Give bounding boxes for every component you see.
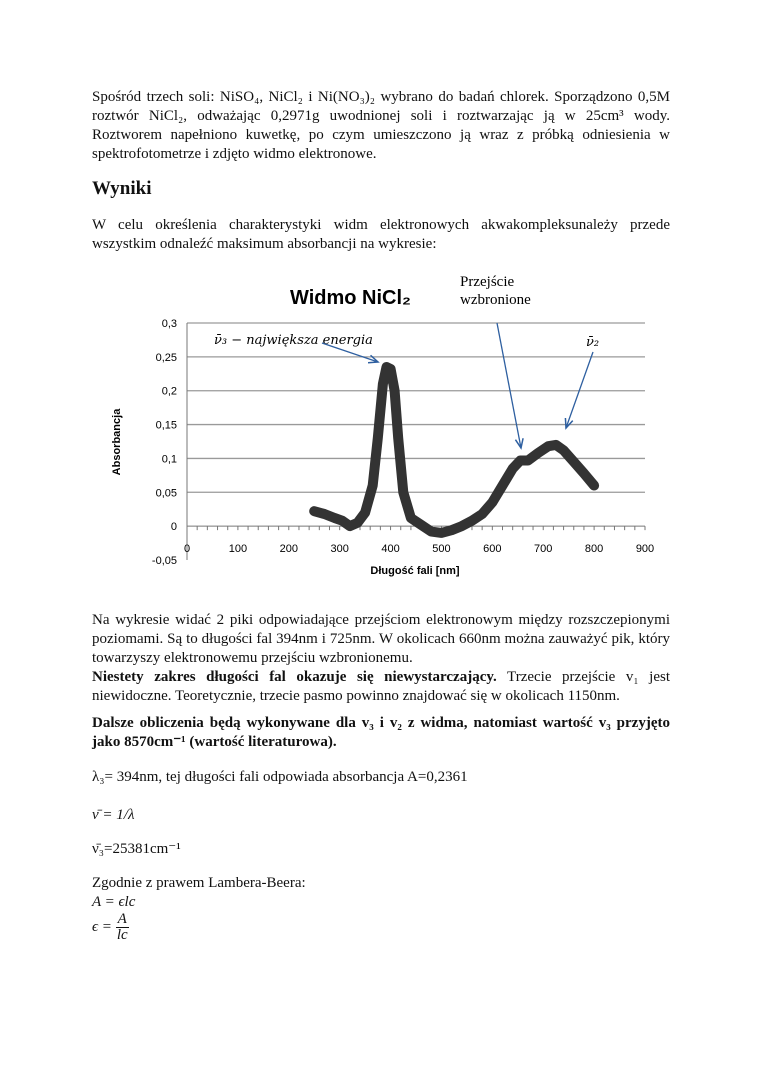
- y-tick-label: 0: [170, 521, 177, 534]
- x-tick-label: 500: [432, 543, 451, 556]
- spectrum-chart: [100, 270, 660, 580]
- y-tick-label: 0,1: [161, 453, 177, 466]
- x-tick-label: 300: [330, 543, 349, 556]
- y-tick-label: 0,2: [161, 385, 177, 398]
- formula-eps-fraction: [116, 912, 129, 943]
- warning-bold-text: Niestety zakres długości fal okazuje się niewystarczający.: [92, 669, 497, 685]
- nu3-value: ν̄₃=25381cm⁻¹: [92, 841, 181, 857]
- x-tick-label: 200: [279, 543, 298, 556]
- annotation-forbidden-1: Przejście: [460, 274, 515, 290]
- annotation-arrow: [497, 323, 521, 448]
- spectrum-line: [314, 367, 594, 533]
- peaks-paragraph: Na wykresie widać 2 piki odpowiadające przejściom elektronowym między rozszczepionymi poziomami. Są to długości fal 394nm i 725nm. W okolicach 660nm można zauważyć pik, który towarzyszy elektronowemu przejściu wzbronionemu.: [92, 612, 670, 666]
- y-tick-label: 0,05: [155, 487, 177, 500]
- annotation-forbidden-2: wzbronione: [460, 292, 531, 308]
- y-tick-label: 0,25: [155, 351, 177, 364]
- formula-wavenumber: ν̄ = 1/λ: [92, 807, 135, 823]
- y-tick-label: -0,05: [151, 555, 177, 567]
- y-tick-label: 0,3: [161, 318, 177, 330]
- fraction-numerator: A: [117, 911, 127, 927]
- annotation-nu3: ν̄₃ − największa energia: [214, 333, 373, 348]
- x-tick-label: 100: [228, 543, 248, 556]
- x-tick-label: 700: [534, 543, 553, 556]
- lambda-line: λ₃= 394nm, tej długości fali odpowiada absorbancja A=0,2361: [92, 769, 468, 785]
- calculation-note: Dalsze obliczenia będą wykonywane dla v₃ i v₂ z widma, natomiast wartość v₃ przyjęto jako 8570cm⁻¹ (wartość literaturowa).: [92, 715, 670, 750]
- intro-results-paragraph: W celu określenia charakterystyki widm elektronowych akwakompleksunależy przede wszystkim odnaleźć maksimum absorbancji na wykresie:: [92, 217, 670, 252]
- lambert-beer-label: Zgodnie z prawem Lambera-Beera:: [92, 875, 306, 891]
- x-tick-label: 600: [483, 543, 502, 556]
- chart-title: Widmo NiCl₂: [290, 287, 411, 309]
- x-tick-label: 400: [381, 543, 400, 556]
- warning-rest-text: Trzecie przejście v₁ jest niewidoczne. Teoretycznie, trzecie pasmo powinno znajdować się w okolicach 1150nm.: [92, 669, 670, 704]
- y-axis-label: Absorbancja: [111, 408, 123, 476]
- x-tick-label: 800: [584, 543, 604, 556]
- formula-eps-lhs: ϵ =: [92, 918, 116, 935]
- formula-absorbance: A = ϵlc: [92, 894, 136, 910]
- annotation-arrow: [566, 352, 593, 428]
- y-tick-label: 0,15: [155, 419, 177, 432]
- annotation-nu2: ν̄₂: [586, 335, 600, 350]
- intro-paragraph: Spośród trzech soli: NiSO₄, NiCl₂ i Ni(NO₃)₂ wybrano do badań chlorek. Sporządzono 0,5M roztwór NiCl₂, odważając 0,2971g uwodnionej soli i roztwarzając ją w 25cm³ wody. Roztworem napełniono kuwetkę, po czym umieszczono ją wraz z próbką odniesienia w spektrofotometrze i zdjęto widmo elektronowe.: [92, 89, 670, 162]
- x-axis-label: Długość fali [nm]: [370, 565, 460, 577]
- x-tick-label: 900: [635, 543, 655, 556]
- x-tick-label: 0: [183, 543, 191, 556]
- fraction-denominator: lc: [116, 927, 128, 943]
- section-heading: Wyniki: [92, 178, 152, 199]
